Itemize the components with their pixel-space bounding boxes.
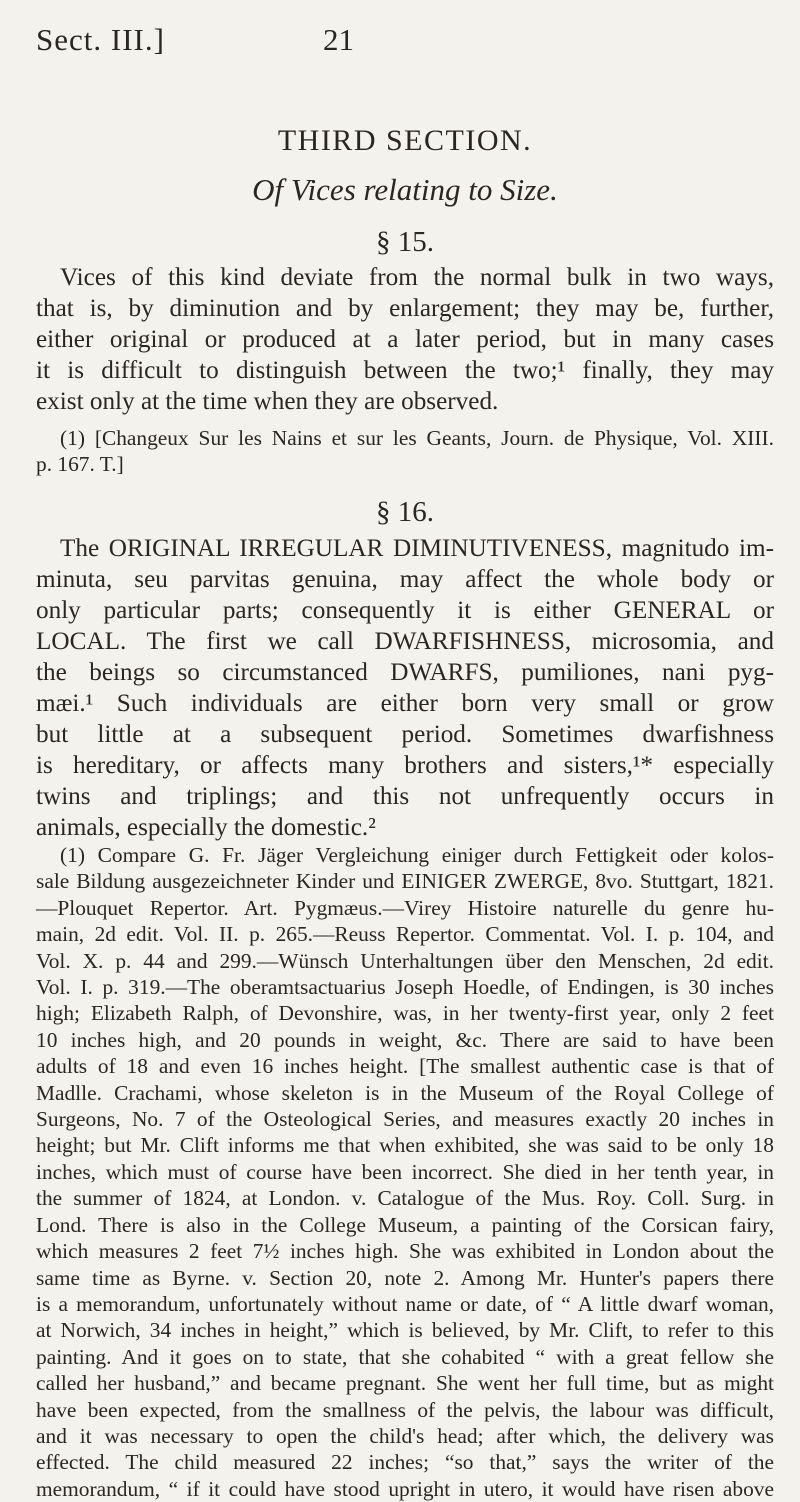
note-line: called her husband,” and became pregnant. She went her full time, but as might <box>36 1371 774 1396</box>
page-header <box>36 22 774 62</box>
note-line: p. 167. T.] <box>36 452 124 477</box>
note-line: Lond. There is also in the College Museum, a painting of the Corsican fairy, <box>36 1212 774 1237</box>
page-number: 21 <box>323 22 354 57</box>
text-line: Vices of this kind deviate from the normal bulk in two ways, <box>60 264 774 291</box>
text-line: The ORIGINAL IRREGULAR DIMINUTIVENESS, magnitudo im- <box>60 535 774 562</box>
section-title: THIRD SECTION. <box>277 124 533 157</box>
note-line: effected. The child measured 22 inches; “so that,” says the writer of the <box>36 1450 774 1475</box>
paragraph-mark-16: § 16. <box>376 496 434 528</box>
text-line: but little at a subsequent period. Sometimes dwarfishness <box>36 721 774 748</box>
note-line: is a memorandum, unfortunately without name or date, of “ A little dwarf woman, <box>36 1291 774 1316</box>
text-line: the beings so circumstanced DWARFS, pumiliones, nani pyg- <box>36 659 774 686</box>
text-line: is hereditary, or affects many brothers and sisters,¹* especially <box>36 752 774 779</box>
note-line: painting. And it goes on to state, that she cohabited “ with a great fellow she <box>36 1344 774 1369</box>
note-line: (1) [Changeux Sur les Nains et sur les Geants, Journ. de Physique, Vol. XIII. <box>60 426 774 450</box>
note-line: Surgeons, No. 7 of the Osteological Series, and measures exactly 20 inches in <box>36 1107 774 1132</box>
note-line: sale Bildung ausgezeichneter Kinder und EINIGER ZWERGE, 8vo. Stuttgart, 1821. <box>36 869 774 894</box>
note-line: memorandum, “ if it could have stood upright in utero, it would have risen above <box>36 1476 774 1501</box>
paragraph-mark-15: § 15. <box>376 226 434 258</box>
text-line: mæi.¹ Such individuals are either born very small or grow <box>36 690 774 717</box>
text-line: it is difficult to distinguish between the two;¹ finally, they may <box>36 357 774 384</box>
text-line: LOCAL. The first we call DWARFISHNESS, microsomia, and <box>36 628 774 655</box>
note-line: inches, which must of course have been incorrect. She died in her tenth year, in <box>36 1159 774 1184</box>
text-line: exist only at the time when they are observed. <box>36 388 499 415</box>
footnote-15 <box>36 425 774 478</box>
note-line: the summer of 1824, at London. v. Catalogue of the Mus. Roy. Coll. Surg. in <box>36 1186 774 1211</box>
footnote-16 <box>36 842 774 1502</box>
note-line: at Norwich, 34 inches in height,” which is believed, by Mr. Clift, to refer to this <box>36 1318 774 1343</box>
text-line: animals, especially the domestic.² <box>36 814 376 841</box>
note-line: have been expected, from the smallness of the pelvis, the labour was difficult, <box>36 1397 774 1422</box>
section-subtitle: Of Vices relating to Size. <box>252 172 558 207</box>
note-line: main, 2d edit. Vol. II. p. 265.—Reuss Repertor. Commentat. Vol. I. p. 104, and <box>36 922 774 947</box>
note-line: —Plouquet Repertor. Art. Pygmæus.—Virey Histoire naturelle du genre hu- <box>36 895 774 920</box>
note-line: (1) Compare G. Fr. Jäger Vergleichung einiger durch Fettigkeit oder kolos- <box>60 843 774 867</box>
note-line: Vol. I. p. 319.—The oberamtsactuarius Joseph Hoedle, of Endingen, is 30 inches <box>36 975 774 1000</box>
text-line: twins and triplings; and this not unfrequently occurs in <box>36 783 774 810</box>
note-line: high; Elizabeth Ralph, of Devonshire, was, in her twenty-first year, only 2 feet <box>36 1001 774 1026</box>
paragraph-15-body <box>36 262 774 417</box>
paragraph-16-body <box>36 533 774 843</box>
note-line: and it was necessary to open the child's head; after which, the delivery was <box>36 1423 774 1448</box>
note-line: height; but Mr. Clift informs me that when exhibited, she was said to be only 18 <box>36 1133 774 1158</box>
running-head: Sect. III.] <box>36 22 165 57</box>
note-line: same time as Byrne. v. Section 20, note 2. Among Mr. Hunter's papers there <box>36 1265 774 1290</box>
note-line: Vol. X. p. 44 and 299.—Wünsch Unterhaltungen über den Menschen, 2d edit. <box>36 948 774 973</box>
text-line: either original or produced at a later period, but in many cases <box>36 326 774 353</box>
text-line: that is, by diminution and by enlargement; they may be, further, <box>36 295 774 322</box>
text-line: only particular parts; consequently it is either GENERAL or <box>36 597 774 624</box>
note-line: 10 inches high, and 20 pounds in weight, &c. There are said to have been <box>36 1027 774 1052</box>
text-line: minuta, seu parvitas genuina, may affect the whole body or <box>36 566 774 593</box>
note-line: adults of 18 and even 16 inches height. [The smallest authentic case is that of <box>36 1054 774 1079</box>
note-line: Madlle. Crachami, whose skeleton is in the Museum of the Royal College of <box>36 1080 774 1105</box>
note-line: which measures 2 feet 7½ inches high. She was exhibited in London about the <box>36 1239 774 1264</box>
